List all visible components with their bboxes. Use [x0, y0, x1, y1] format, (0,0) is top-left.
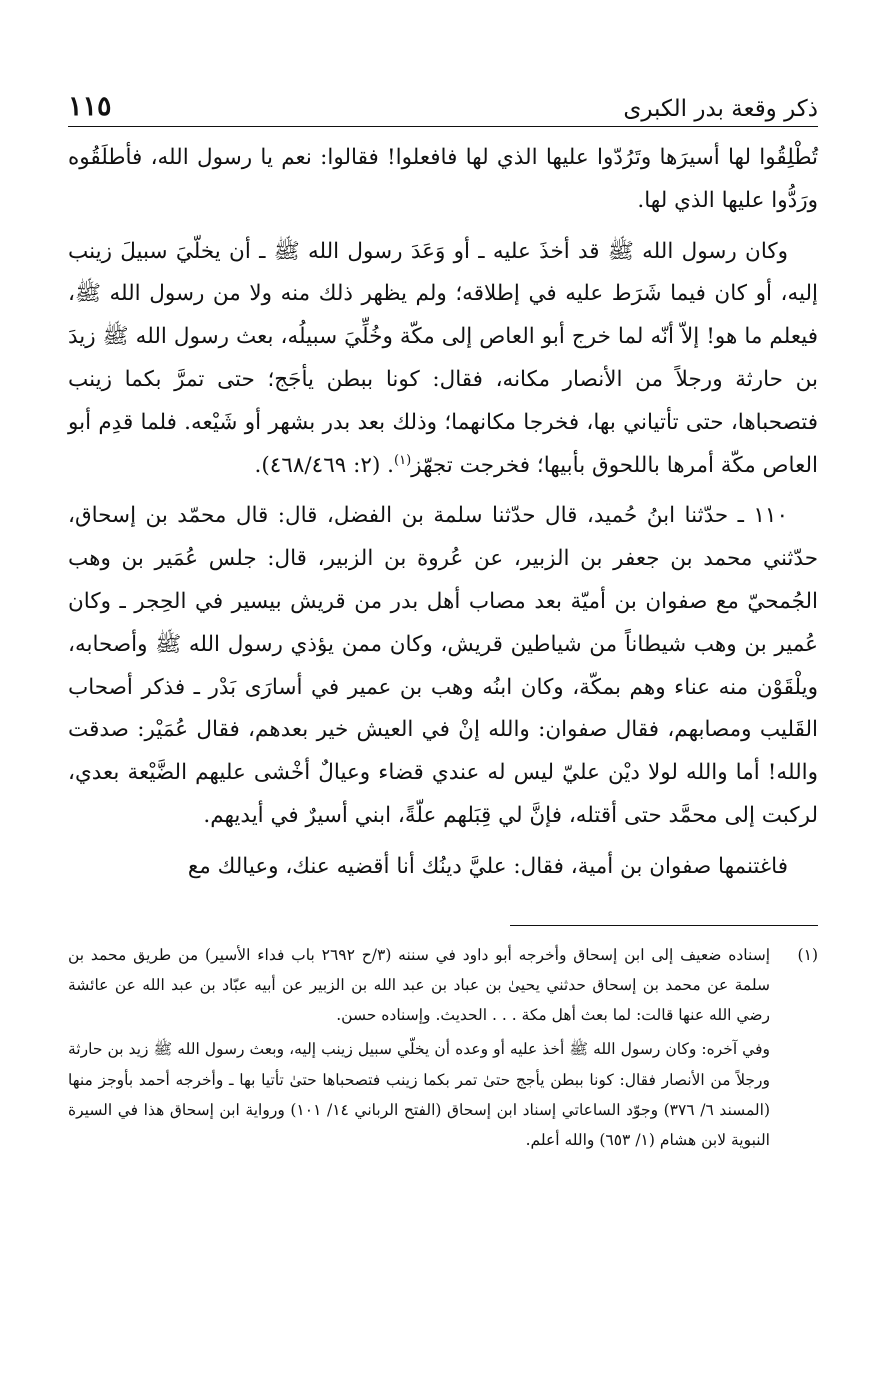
- paragraph: [68, 231, 818, 488]
- footnotes: [68, 940, 818, 1156]
- source-citation: . (٢: ٤٦٨/٤٦٩).: [254, 452, 395, 478]
- paragraph: فاغتنمها صفوان بن أمية، فقال: عليَّ دينُك أنا أقضيه عنك، وعيالك مع: [187, 853, 788, 879]
- running-head: [68, 82, 818, 127]
- footnote-number: (١): [797, 945, 818, 964]
- footnote-divider: [510, 925, 818, 926]
- footnote-paragraph: إسناده ضعيف إلى ابن إسحاق وأخرجه أبو داود في سننه (٣/ح ٢٦٩٢ باب فداء الأسير) من طريق محمد بن سلمة عن محمد بن إسحاق حدثني يحيىٰ بن عباد بن عبد الله بن الزبير عن أبيه عبّاد بن عبد الله عن عائشة رضي الله عنها قالت: لما بعث أهل مكة . . . الحديث. وإسناده حسن.: [68, 945, 770, 1025]
- footnote-marker: (١): [394, 452, 412, 468]
- paragraph: تُطْلِقُوا لها أسيرَها وتَرُدّوا عليها الذي لها فافعلوا! فقالوا: نعم يا رسول الله، فأطلَقُوه ورَدُّوا عليها الذي لها.: [68, 145, 818, 213]
- book-page: [68, 82, 818, 1156]
- page-number: ١١٥: [68, 91, 112, 122]
- running-title: ذكر وقعة بدر الكبرى: [623, 96, 818, 122]
- paragraph-text: وكان رسول الله ﷺ قد أخذَ عليه ـ أو وَعَدَ رسول الله ﷺ ـ أن يخلّيَ سبيلَ زينب إليه، أو كان فيما شَرَط عليه في إطلاقه؛ ولم يظهر ذلك منه ولا من رسول الله ﷺ، فيعلم ما هو! إلاّ أنّه لما خرج أبو العاص إلى مكّة وخُلِّيَ سبيلُه، بعث رسول الله ﷺ زيدَ بن حارثة ورجلاً من الأنصار مكانه، فقال: كونا ببطن يأجَج؛ حتى تمرَّ بكما زينب فتصحباها، حتى تأتياني بها، فخرجا مكانهما؛ وذلك بعد بدر بشهر أو شَيْعه. فلما قدِم أبو العاص مكّة أمرها باللحوق بأبيها؛ فخرجت تجهّز: [68, 238, 818, 478]
- footnote-body: [68, 940, 770, 1156]
- paragraph: ١١٠ ـ حدّثنا ابنُ حُميد، قال حدّثنا سلمة بن الفضل، قال: قال محمّد بن إسحاق، حدّثني محمد بن جعفر بن الزبير، عن عُروة بن الزبير، قال: جلس عُمَير بن وهب الجُمحيّ مع صفوان بن أميّة بعد مصاب أهل بدر من قريش بيسير في الحِجر ـ وكان عُمير بن وهب شيطاناً من شياطين قريش، وكان ممن يؤذي رسول الله ﷺ وأصحابه، ويلْقَوْن منه عناء وهم بمكّة، وكان ابنُه وهب بن عمير في أسارَى بَدْر ـ فذكر أصحاب القَليب ومصابهم، فقال صفوان: والله إنْ في العيش خير بعدهم، فقال عُمَيْر: صدقت والله! أما والله لولا ديْن عليّ ليس له عندي قضاء وعيالٌ أخْشى عليهم الضَّيْعة بعدي، لركبت إلى محمَّد حتى أقتله، فإنَّ لي قِبَلهم علّةً، ابني أسيرٌ في أيديهم.: [68, 503, 818, 828]
- footnote: [68, 940, 818, 1156]
- footnote-paragraph: وفي آخره: وكان رسول الله ﷺ أخذ عليه أو وعده أن يخلّي سبيل زينب إليه، وبعث رسول الله ﷺ زيد بن حارثة ورجلاً من الأنصار فقال: كونا ببطن يأجج حتىٰ تمر بكما زينب فتصحباها حتىٰ تأتيا بها ـ وأخرجه أحمد بأوجز منها (المسند ٦/ ٣٧٦) وجوّد الساعاتي إسناد ابن إسحاق (الفتح الرباني ١٤/ ١٠١) ورواية ابن إسحاق هذا في السيرة النبوية لابن هشام (١/ ٦٥٣) والله أعلم.: [68, 1040, 771, 1150]
- main-text: [68, 137, 818, 889]
